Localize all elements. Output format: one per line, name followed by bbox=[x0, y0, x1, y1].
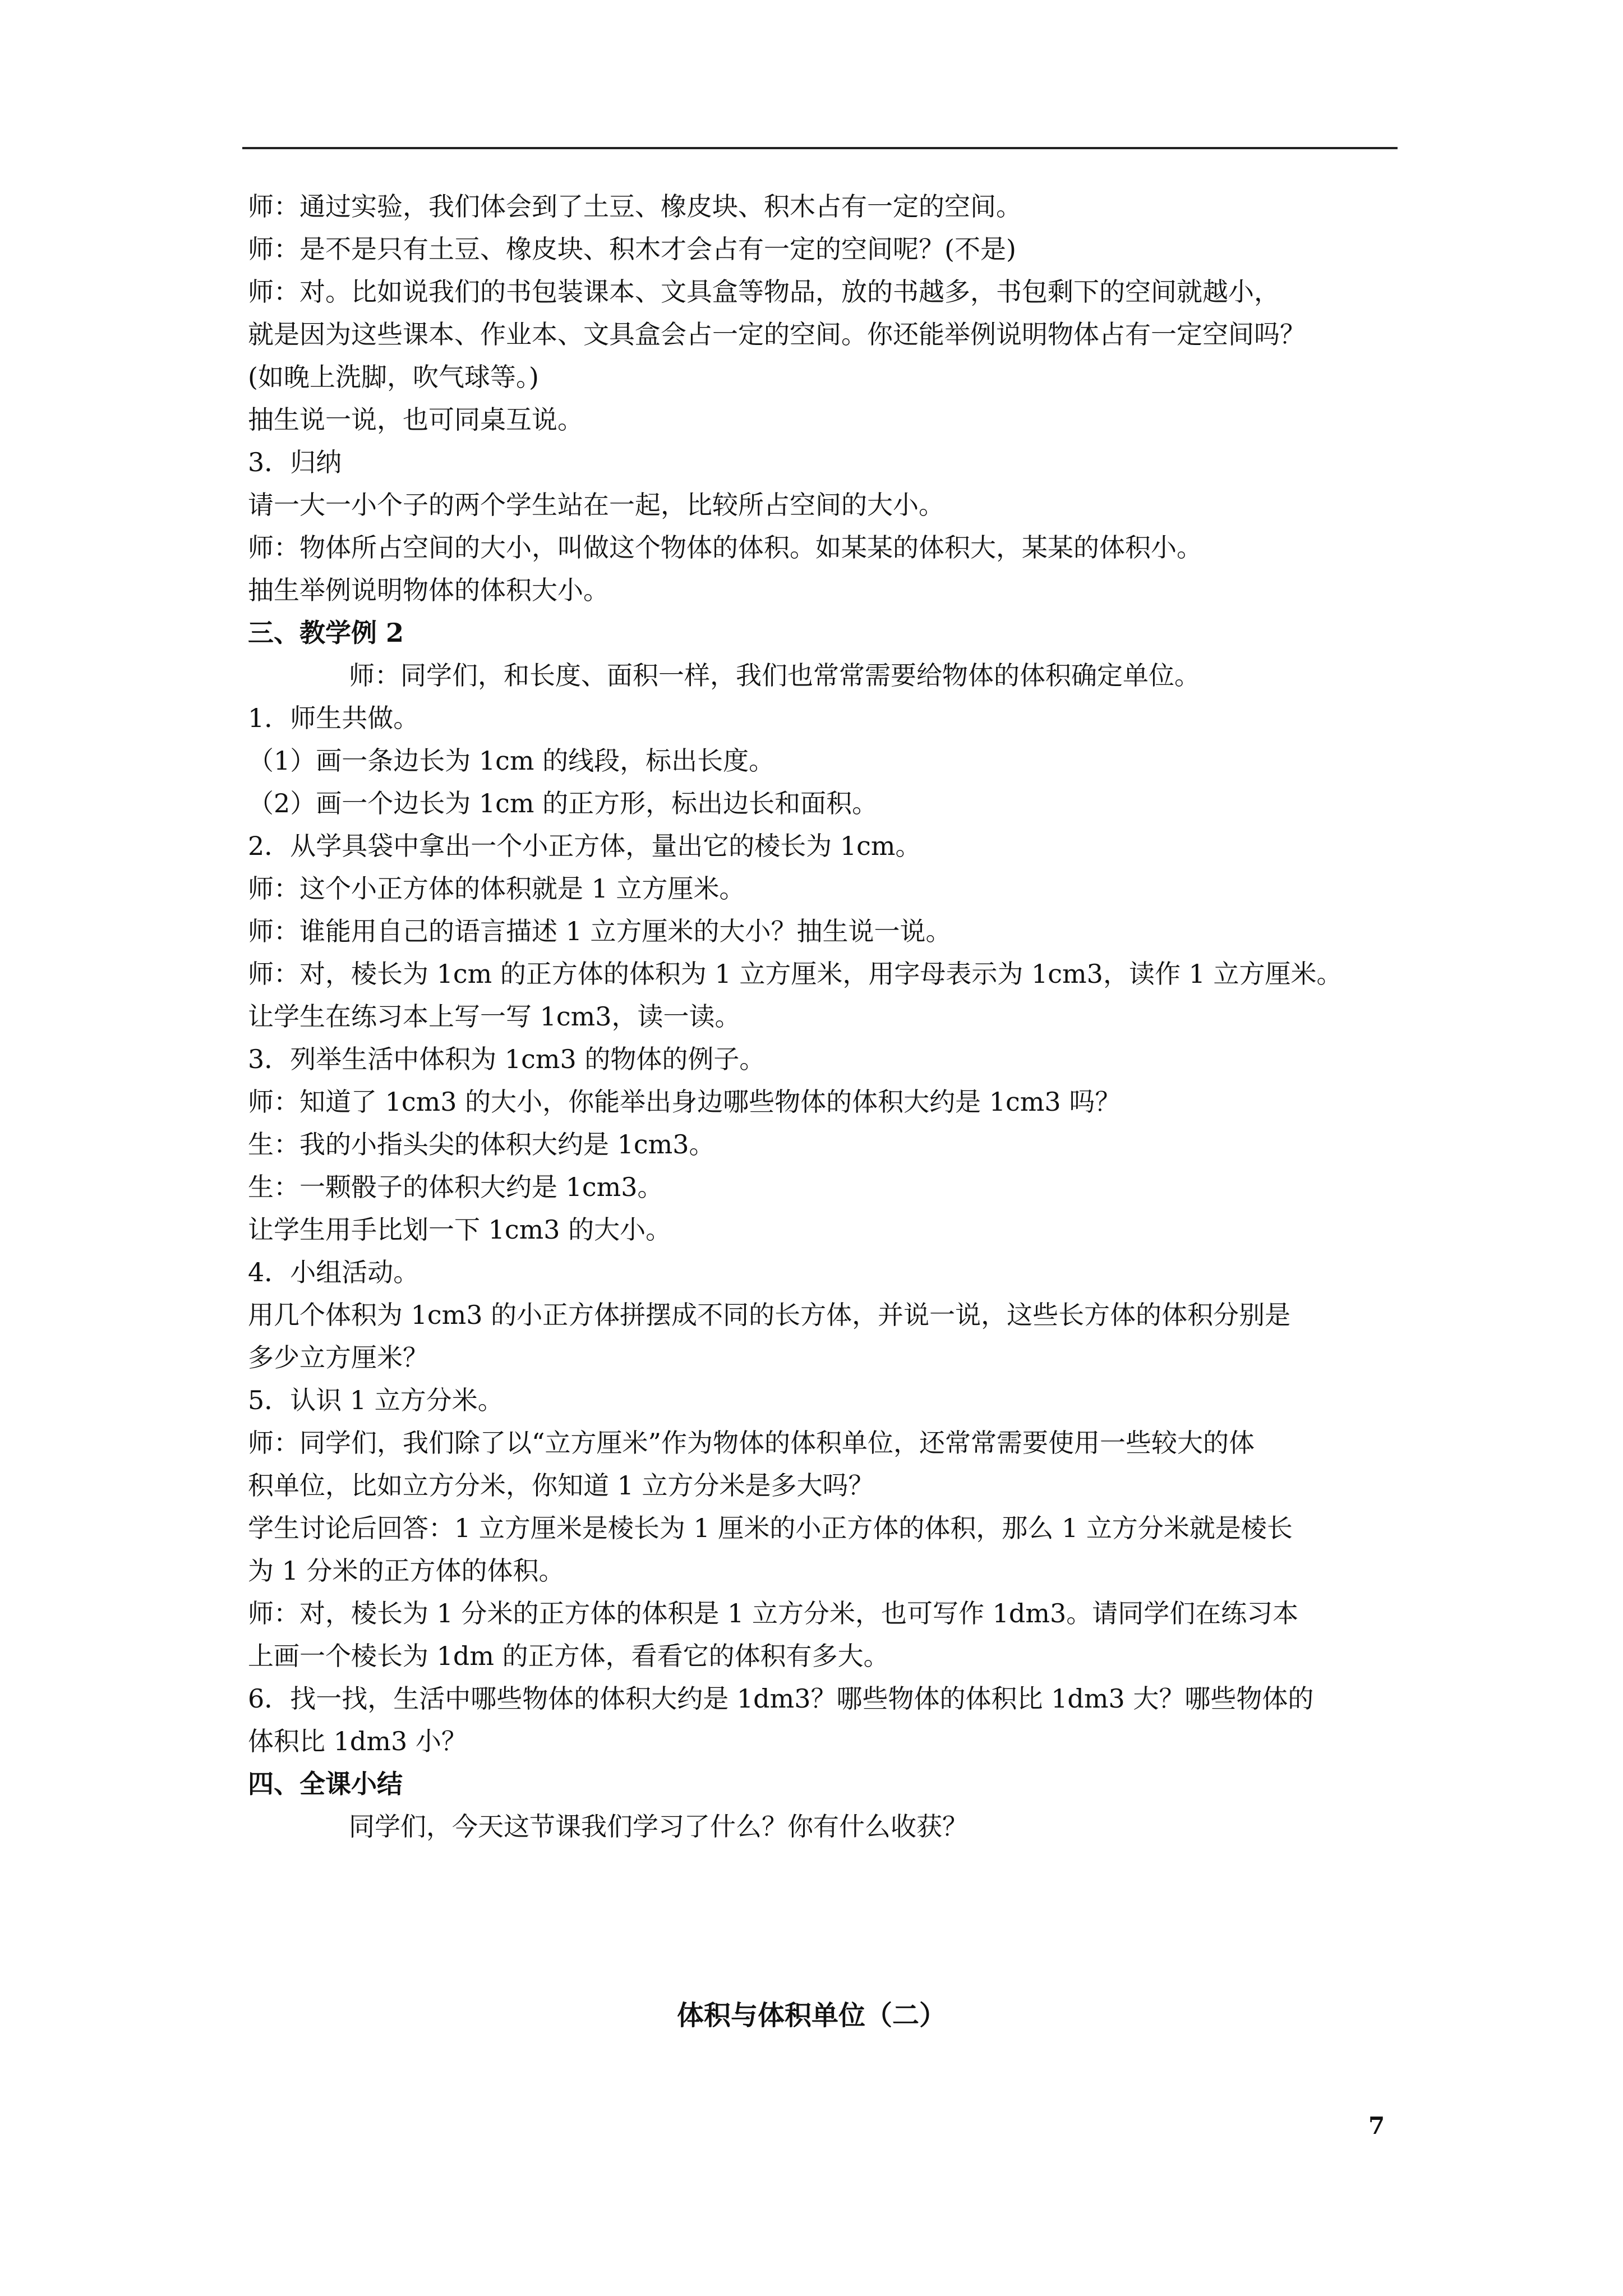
paragraph-line: (如晚上洗脚，吹气球等。) bbox=[248, 362, 539, 392]
list-heading: 6．找一找，生活中哪些物体的体积大约是 1dm3？哪些物体的体积比 1dm3 大？哪些物体的 bbox=[248, 1683, 1314, 1714]
paragraph-line: 让学生用手比划一下 1cm3 的大小。 bbox=[248, 1214, 672, 1245]
document-body bbox=[248, 185, 1398, 1848]
paragraph-line: 师：对。比如说我们的书包装课本、文具盒等物品，放的书越多，书包剩下的空间就越小， bbox=[248, 277, 1280, 307]
list-heading: 3．列举生活中体积为 1cm3 的物体的例子。 bbox=[248, 1044, 766, 1074]
list-item: （2）画一个边长为 1cm 的正方形，标出边长和面积。 bbox=[248, 788, 878, 818]
page-number: 7 bbox=[1368, 2112, 1385, 2139]
list-heading: 3．归纳 bbox=[248, 447, 342, 477]
paragraph-line: 师：知道了 1cm3 的大小，你能举出身边哪些物体的体积大约是 1cm3 吗？ bbox=[248, 1087, 1121, 1117]
paragraph-line: 师：通过实验，我们体会到了土豆、橡皮块、积木占有一定的空间。 bbox=[248, 191, 1022, 222]
paragraph-line: 积单位，比如立方分米，你知道 1 立方分米是多大吗？ bbox=[248, 1470, 874, 1501]
paragraph-line: 生：我的小指头尖的体积大约是 1cm3。 bbox=[248, 1129, 715, 1159]
paragraph-line: 上画一个棱长为 1dm 的正方体，看看它的体积有多大。 bbox=[248, 1641, 889, 1671]
list-heading: 1．师生共做。 bbox=[248, 703, 419, 733]
paragraph-line: 就是因为这些课本、作业本、文具盒会占一定的空间。你还能举例说明物体占有一定空间吗？ bbox=[248, 319, 1306, 349]
paragraph-line: 师：对，棱长为 1 分米的正方体的体积是 1 立方分米，也可写作 1dm3。请同学们在练习本 bbox=[248, 1598, 1299, 1628]
paragraph-line: 师：同学们，我们除了以“立方厘米”作为物体的体积单位，还常常需要使用一些较大的体 bbox=[248, 1428, 1255, 1458]
next-section-title: 体积与体积单位（二） bbox=[676, 2000, 946, 2031]
paragraph-line: 师：是不是只有土豆、橡皮块、积木才会占有一定的空间呢？(不是) bbox=[248, 234, 1016, 264]
paragraph-line: 抽生说一说，也可同桌互说。 bbox=[248, 404, 583, 435]
paragraph-line: 多少立方厘米？ bbox=[248, 1342, 428, 1373]
paragraph-line: 师：物体所占空间的大小，叫做这个物体的体积。如某某的体积大，某某的体积小。 bbox=[248, 532, 1202, 563]
list-heading: 2．从学具袋中拿出一个小正方体，量出它的棱长为 1cm。 bbox=[248, 831, 921, 861]
header-rule bbox=[242, 147, 1398, 149]
list-item: （1）画一条边长为 1cm 的线段，标出长度。 bbox=[248, 746, 775, 776]
paragraph-line: 让学生在练习本上写一写 1cm3，读一读。 bbox=[248, 1001, 741, 1032]
paragraph-line: 师：谁能用自己的语言描述 1 立方厘米的大小？抽生说一说。 bbox=[248, 916, 952, 946]
paragraph-line: 师：同学们，和长度、面积一样，我们也常常需要给物体的体积确定单位。 bbox=[349, 660, 1200, 691]
paragraph-line: 生：一颗骰子的体积大约是 1cm3。 bbox=[248, 1172, 663, 1202]
list-heading: 5．认识 1 立方分米。 bbox=[248, 1385, 504, 1415]
paragraph-line: 师：对，棱长为 1cm 的正方体的体积为 1 立方厘米，用字母表示为 1cm3，读作 1 立方厘米。 bbox=[248, 959, 1343, 989]
paragraph-line: 抽生举例说明物体的体积大小。 bbox=[248, 575, 609, 605]
paragraph-line: 请一大一小个子的两个学生站在一起，比较所占空间的大小。 bbox=[248, 490, 944, 520]
paragraph-line: 师：这个小正方体的体积就是 1 立方厘米。 bbox=[248, 873, 745, 904]
paragraph-line: 用几个体积为 1cm3 的小正方体拼摆成不同的长方体，并说一说，这些长方体的体积分别是 bbox=[248, 1300, 1291, 1330]
section-heading: 三、教学例 2 bbox=[248, 618, 404, 648]
paragraph-line: 学生讨论后回答：1 立方厘米是棱长为 1 厘米的小正方体的体积，那么 1 立方分米就是棱长 bbox=[248, 1513, 1293, 1543]
paragraph-line: 同学们，今天这节课我们学习了什么？你有什么收获？ bbox=[349, 1811, 968, 1842]
paragraph-line: 体积比 1dm3 小？ bbox=[248, 1726, 467, 1756]
section-heading: 四、全课小结 bbox=[248, 1769, 403, 1799]
list-heading: 4．小组活动。 bbox=[248, 1257, 419, 1287]
paragraph-line: 为 1 分米的正方体的体积。 bbox=[248, 1556, 565, 1586]
